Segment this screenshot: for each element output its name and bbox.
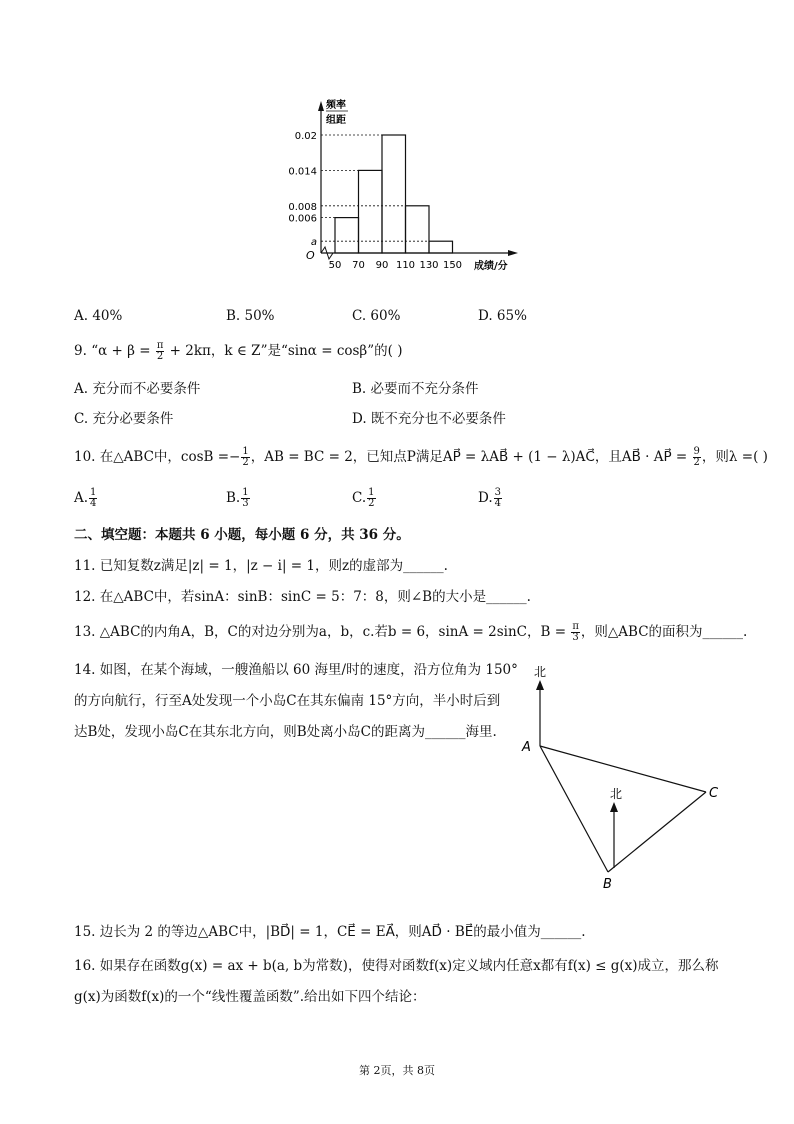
question-10 xyxy=(74,447,768,468)
q9-text-1: “α + β = xyxy=(91,343,155,359)
question-13: 13. △ABC的内角A，B，C的对边分别为a，b，c.若b = 6，sinA = 2sinC，B = $\frac{\pi}{3}$ ，则△ABC的面积为______. xyxy=(74,621,748,643)
y-tick-label: 0.006 xyxy=(288,213,317,225)
q10-text-3: ，则λ =( ) xyxy=(701,449,768,465)
x-axis-arrow xyxy=(508,250,518,256)
q10-option-a[interactable]: A. $\frac{1}{4}$ xyxy=(74,487,97,509)
north-arrow-a-head xyxy=(536,680,544,690)
y-axis-label-top: 频率 xyxy=(326,100,346,111)
section-2-title: 二、填空题：本题共 6 小题，每小题 6 分，共 36 分。 xyxy=(74,527,410,543)
q9-option-c[interactable]: C. 充分必要条件 xyxy=(74,411,174,427)
q9-number: 9. xyxy=(74,343,87,359)
q9-option-b[interactable]: B. 必要而不充分条件 xyxy=(352,381,479,397)
q10-text-2: ，AB = BC = 2，已知点P满足AP⃗ = λAB⃗ + (1 − λ)AC⃗，且AB⃗ · AP⃗ = xyxy=(250,449,692,465)
y-tick-label: a xyxy=(310,237,317,249)
histogram-bar-50-70 xyxy=(335,218,359,253)
question-12: 12. 在△ABC中，若sinA：sinB：sinC = 5：7：8，则∠B的大小是______. xyxy=(74,589,531,605)
x-axis-label: 成绩/分 xyxy=(474,261,508,272)
y-tick-label: 0.008 xyxy=(288,201,317,213)
histogram-bar-110-130 xyxy=(406,206,430,253)
navigation-diagram xyxy=(510,658,730,890)
q10-fraction-1: $\frac{1}{2}$ xyxy=(242,446,249,468)
question-16-line-2: g(x)为函数f(x)的一个“线性覆盖函数”.给出如下四个结论： xyxy=(74,989,426,1005)
x-tick-label: 110 xyxy=(395,260,416,271)
question-16-line-1: 16. 如果存在函数g(x) = ax + b(a, b为常数)，使得对函数f(x)定义域内任意x都有f(x) ≤ g(x)成立，那么称 xyxy=(74,958,719,974)
point-c-label: C xyxy=(709,786,719,801)
origin-label: O xyxy=(306,249,315,262)
x-tick-label: 50 xyxy=(328,260,342,271)
segment-ac xyxy=(540,746,706,792)
x-tick-label: 150 xyxy=(442,260,463,271)
q9-fraction: $\frac{\pi}{2}$ xyxy=(156,340,164,362)
q8-option-a[interactable]: A. 40% xyxy=(74,308,123,324)
x-tick-label: 90 xyxy=(375,260,389,271)
q10-option-c[interactable]: C. $\frac{1}{2}$ xyxy=(352,487,375,509)
question-14-line-1: 14. 如图，在某个海域，一艘渔船以 60 海里/时的速度，沿方位角为 150° xyxy=(74,662,518,678)
y-tick-label: 0.02 xyxy=(294,131,317,142)
q8-option-b[interactable]: B. 50% xyxy=(226,308,275,324)
histogram-bar-130-150 xyxy=(429,241,453,253)
question-14-line-3: 达B处，发现小岛C在其东北方向，则B处离小岛C的距离为______海里. xyxy=(74,724,497,740)
point-b-label: B xyxy=(603,877,612,890)
q10-fraction-2: $\frac{9}{2}$ xyxy=(693,446,700,468)
point-a-label: A xyxy=(522,740,531,755)
north-arrow-b-head xyxy=(610,802,618,812)
q8-option-c[interactable]: C. 60% xyxy=(352,308,401,324)
y-tick-label: 0.014 xyxy=(288,166,317,178)
y-axis-arrow xyxy=(318,101,324,111)
q8-option-d[interactable]: D. 65% xyxy=(478,308,527,324)
question-14-line-2: 的方向航行，行至A处发现一个小岛C在其东偏南 15°方向，半小时后到 xyxy=(74,693,501,709)
question-11: 11. 已知复数z满足|z| = 1，|z − i| = 1，则z的虚部为______. xyxy=(74,558,448,574)
question-9 xyxy=(74,341,402,362)
north-label-b: 北 xyxy=(610,787,623,801)
segment-ab xyxy=(540,746,608,872)
question-15: 15. 边长为 2 的等边△ABC中，|BD⃗| = 1，CE⃗ = EA⃗，则AD⃗ · BE⃗的最小值为______. xyxy=(74,924,586,940)
histogram-bar-90-110 xyxy=(382,135,406,253)
histogram-bar-70-90 xyxy=(359,170,383,253)
q9-option-a[interactable]: A. 充分而不必要条件 xyxy=(74,381,201,397)
q9-text-2: + 2kπ，k ∈ Z”是“sinα = cosβ”的( ) xyxy=(165,343,403,359)
north-label-a: 北 xyxy=(534,665,547,679)
x-tick-label: 130 xyxy=(419,260,439,271)
histogram-chart xyxy=(270,95,540,280)
q9-option-d[interactable]: D. 既不充分也不必要条件 xyxy=(352,411,506,427)
page-footer: 第 2页，共 8页 xyxy=(359,1064,435,1077)
y-axis-label-bottom: 组距 xyxy=(326,115,346,126)
q10-text-1: 10. 在△ABC中，cosB =− xyxy=(74,449,241,465)
q10-option-b[interactable]: B. $\frac{1}{3}$ xyxy=(226,487,249,509)
q13-fraction: $\frac{\pi}{3}$ xyxy=(572,621,579,643)
x-tick-label: 70 xyxy=(352,260,365,271)
segment-bc xyxy=(608,792,706,872)
q10-option-d[interactable]: D. $\frac{3}{4}$ xyxy=(478,487,502,509)
